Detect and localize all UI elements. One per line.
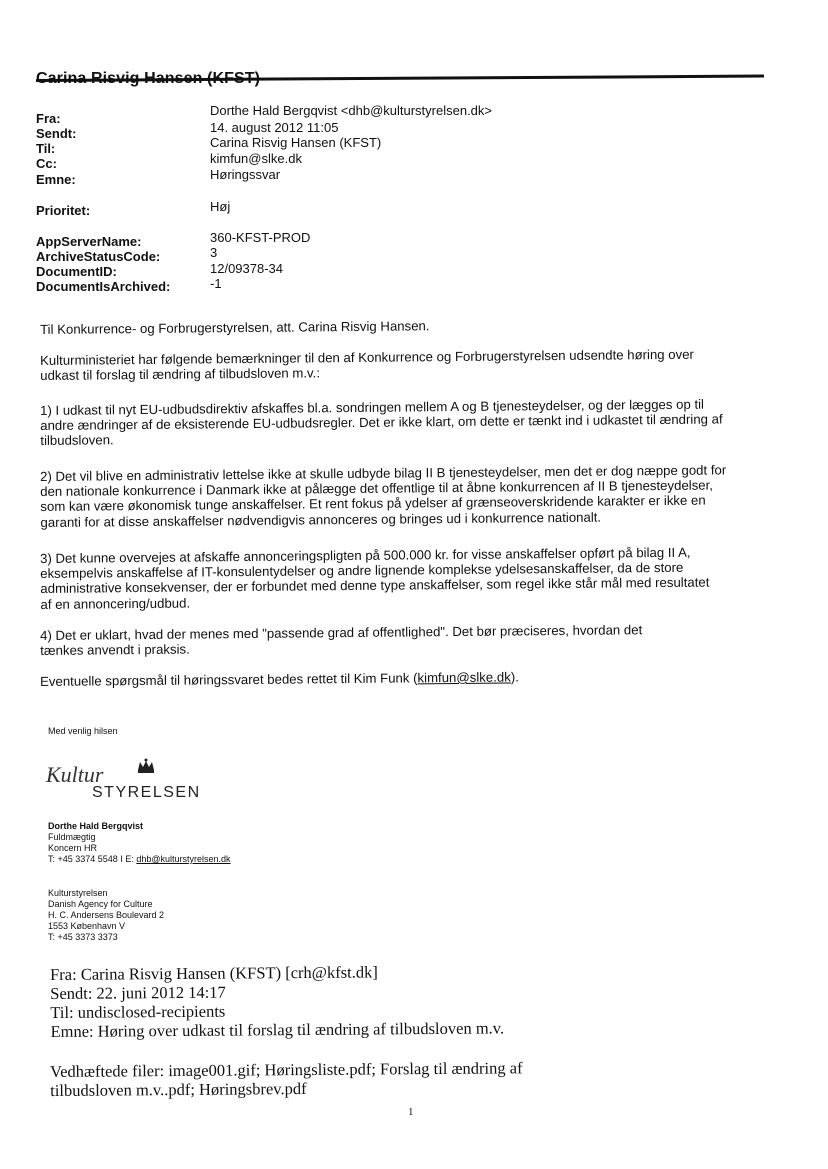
- point-2-paragraph: [40, 462, 781, 530]
- contact-email-link[interactable]: kimfun@slke.dk: [417, 669, 511, 686]
- point-2-line: som kan være økonomisk tunge anskaffelser. Et rent fokus på ydelser af grænseoverskridende karakter er ikke en: [40, 493, 706, 515]
- to-value: Carina Risvig Hansen (KFST): [210, 135, 382, 150]
- contact-suffix: ).: [510, 669, 519, 685]
- point-4-line: 4) Det er uklart, hvad der menes med "passende grad af offentlighed". Det bør præciseres, hvordan det: [40, 622, 643, 643]
- subject-label: Emne:: [36, 172, 76, 187]
- signer-name: Dorthe Hald Bergqvist: [48, 821, 144, 831]
- cc-label: Cc:: [36, 156, 57, 171]
- forwarded-sent: Sendt: 22. juni 2012 14:17: [50, 982, 226, 1003]
- attachments-line: Vedhæftede filer: image001.gif; Høringsliste.pdf; Forslag til ændring af: [50, 1058, 523, 1081]
- sent-label: Sendt:: [36, 126, 77, 141]
- sent-value: 14. august 2012 11:05: [210, 120, 339, 135]
- point-3-line: 3) Det kunne overvejes at afskaffe annonceringspligten på 500.000 kr. for visse anskaffelser opført på bilag II A,: [40, 544, 691, 566]
- forwarded-subject: Emne: Høring over udkast til forslag til ændring af tilbudsloven m.v.: [50, 1018, 505, 1041]
- app-server-value: 360-KFST-PROD: [210, 230, 311, 245]
- priority-value: Høj: [210, 199, 231, 214]
- point-3-line: af en annoncering/udbud.: [40, 595, 191, 612]
- intro-paragraph: [40, 346, 780, 384]
- org-name-en: Danish Agency for Culture: [48, 899, 153, 909]
- point-3-line: administrative konsekvenser, der er forbundet med denne type anskaffelser, som regel ikke står mål med resultatet: [40, 574, 710, 597]
- forwarded-from: Fra: Carina Risvig Hansen (KFST) [crh@kfst.dk]: [50, 962, 378, 984]
- point-3-paragraph: [40, 544, 781, 612]
- from-value: Dorthe Hald Bergqvist <dhb@kulturstyrelsen.dk>: [210, 103, 493, 118]
- priority-label: Prioritet:: [36, 203, 91, 218]
- point-1-line: 1) I udkast til nyt EU-udbudsdirektiv afskaffes bl.a. sondringen mellem A og B tjenesteydelser, og der lægges op til: [40, 396, 705, 418]
- org-city: 1553 København V: [48, 921, 126, 931]
- logo-script: Kultur: [46, 762, 104, 787]
- organization-block: [48, 888, 164, 943]
- point-2-line: den nationale konkurrence i Danmark ikke at pålægge det offentlige til at åbne konkurrencen af II B tjenesteydelser,: [40, 477, 713, 500]
- point-1-line: tilbudsloven.: [40, 432, 114, 449]
- subject-value: Høringssvar: [210, 167, 281, 182]
- signer-phone: T: +45 3374 5548 I E:: [48, 854, 137, 864]
- org-name: Kulturstyrelsen: [48, 888, 108, 898]
- point-1-line: andre ændringer af de eksisterende EU-udbudsregler. Det er ikke klart, om dette er tænkt ind i udkastet til ændring af: [40, 411, 723, 434]
- point-2-line: garanti for at disse anskaffelser nødvendigvis annonceres og bringes ud i konkurrence nationalt.: [40, 509, 602, 530]
- org-phone: T: +45 3373 3373: [48, 932, 118, 942]
- contact-prefix: Eventuelle spørgsmål til høringssvaret bedes rettet til Kim Funk (: [40, 670, 418, 689]
- greeting: Til Konkurrence- og Forbrugerstyrelsen, att. Carina Risvig Hansen.: [40, 318, 430, 337]
- attachments-line: tilbudsloven m.v..pdf; Høringsbrev.pdf: [50, 1078, 307, 1100]
- crown-icon: [138, 759, 154, 774]
- forwarded-header: [50, 961, 504, 1041]
- org-address: H. C. Andersens Boulevard 2: [48, 910, 165, 920]
- document-id-value: 12/09378-34: [210, 261, 284, 276]
- signer-role: Fuldmægtig: [48, 832, 96, 842]
- cc-value: kimfun@slke.dk: [210, 151, 302, 166]
- archive-status-value: 3: [210, 245, 218, 260]
- signer-department: Koncern HR: [48, 843, 98, 853]
- point-1-paragraph: [40, 396, 780, 449]
- signer-contact: [48, 854, 231, 865]
- app-server-label: AppServerName:: [36, 234, 142, 249]
- logo-wordmark: STYRELSEN: [92, 784, 201, 801]
- regards-text: Med venlig hilsen: [48, 726, 118, 736]
- to-label: Til:: [36, 141, 56, 156]
- forwarded-attachments: [50, 1058, 523, 1100]
- contact-line: [40, 667, 780, 689]
- signer-email-link[interactable]: dhb@kulturstyrelsen.dk: [136, 854, 231, 864]
- point-2-line: 2) Det vil blive en administrativ lettelse ikke at skulle udbyde bilag II B tjenesteydelser, men det er dog næppe godt for: [40, 462, 727, 484]
- document-archived-value: -1: [210, 276, 222, 291]
- document-id-label: DocumentID:: [36, 264, 117, 279]
- point-4-paragraph: [40, 621, 780, 659]
- archive-status-label: ArchiveStatusCode:: [36, 249, 161, 264]
- signature-details: [48, 821, 231, 865]
- point-4-line: tænkes anvendt i praksis.: [40, 641, 190, 659]
- from-label: Fra:: [36, 111, 61, 126]
- page-number: 1: [408, 1106, 414, 1118]
- intro-line: udkast til forslag til ændring af tilbudsloven m.v.:: [40, 365, 321, 384]
- forwarded-to: Til: undisclosed-recipients: [50, 1001, 226, 1022]
- point-3-line: eksempelvis anskaffelse af IT-konsulentydelser og andre lignende komplekse ydelsesanskaffelser, da de store: [40, 560, 684, 582]
- intro-line: Kulturministeriet har følgende bemærkninger til den af Konkurrence og Forbrugerstyrelsen udsendte høring over: [40, 346, 694, 368]
- document-archived-label: DocumentIsArchived:: [36, 279, 171, 294]
